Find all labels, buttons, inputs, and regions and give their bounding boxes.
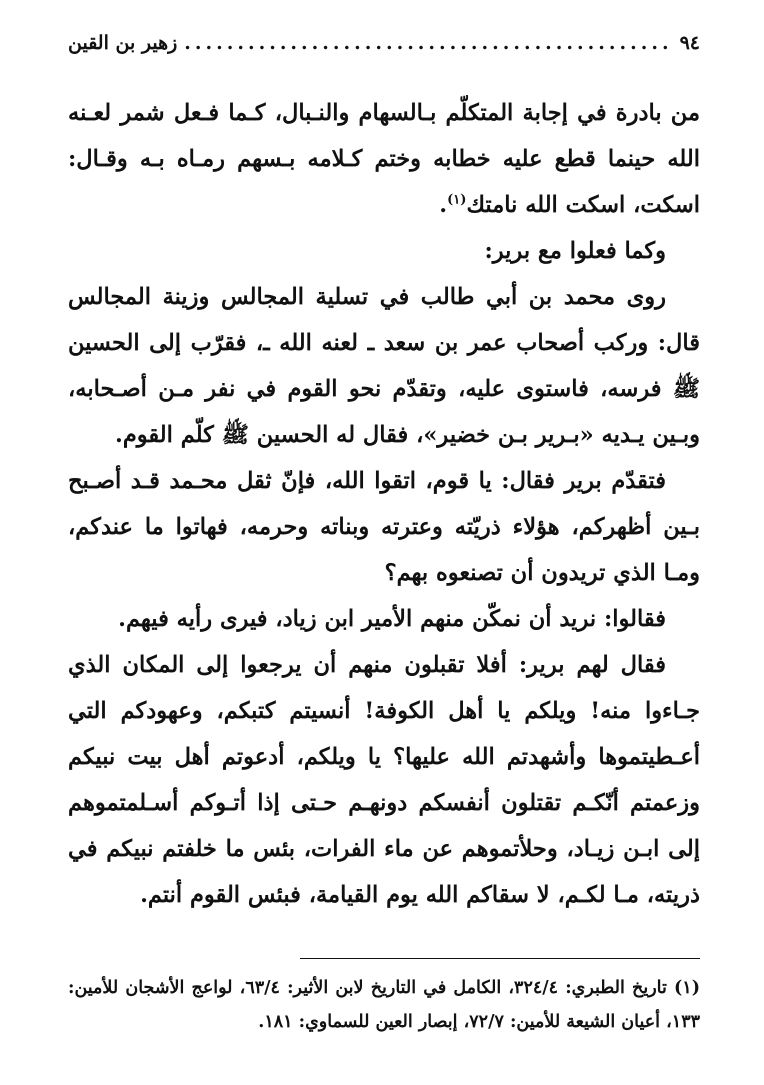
footnote-reference[interactable]: (١) — [447, 192, 467, 208]
paragraph-tail: . — [439, 192, 448, 218]
paragraph — [68, 90, 700, 228]
running-title: زهير بن القين — [68, 32, 178, 54]
paragraph: فتقدّم برير فقال: يا قوم، اتقوا الله، فإنّ ثقل محـمد قـد أصـبح بـين أظهركم، هؤلاء ذريّته وعترته وبناته وحرمه، فهاتوا ما عندكم، ومـا الذي تريدون أن تصنعوه بهم؟ — [68, 468, 701, 586]
paragraph: وكما فعلوا مع برير: — [484, 238, 666, 264]
footnotes — [68, 971, 700, 1039]
paragraph-text: من بادرة في إجابة المتكلّم بـالسهام والنـبال، كـما فـعل شمر لعـنه الله حينما قطع عليه خطابه وختم كـلامه بـسهم رمـاه بـه وقـال: اسكت، اسكت الله نامتك — [68, 100, 700, 218]
body-text — [68, 90, 700, 918]
page-header — [68, 26, 700, 60]
paragraph: فقالوا: نريد أن نمكّن منهم الأمير ابن زياد، فيرى رأيه فيهم. — [118, 606, 666, 632]
book-page — [68, 26, 700, 1039]
header-dots: .............................................. — [184, 32, 673, 54]
footnote-divider — [300, 958, 700, 959]
paragraph: روى محمد بن أبي طالب في تسلية المجالس وزينة المجالس قال: وركب أصحاب عمر بن سعد ـ لعنه الله ـ، فقرّب إلى الحسين ﷺ فرسه، فاستوى عليه، وتقدّم نحو القوم في نفر مـن أصـحابه، وبـين يـديه «بـرير بـن خضير»، فقال له الحسين ﷺ كلّم القوم. — [68, 284, 700, 448]
paragraph: فقال لهم برير: أفلا تقبلون منهم أن يرجعوا إلى المكان الذي جـاءوا منه! ويلكم يا أهل الكوفة! أنسيتم كتبكم، وعهودكم التي أعـطيتموها وأشهدتم الله عليها؟ يا ويلكم، أدعوتم أهل بيت نبيكم وزعمتم أنّكـم تقتلون أنفسكم دونهـم حـتى إذا أتـوكم أسـلمتموهم إلى ابـن زيـاد، وحلأتموهم عن ماء الفرات، بئس ما خلفتم نبيكم في ذريته، مـا لكـم، لا سقاكم الله يوم القيامة، فبئس القوم أنتم. — [68, 652, 700, 908]
page-number: ٩٤ — [679, 32, 700, 54]
footnote: (١) تاريخ الطبري: ٣٢٤/٤، الكامل في التاريخ لابن الأثير: ٦٣/٤، لواعج الأشجان للأمين: ١٣٣، أعيان الشيعة للأمين: ٧٢/٧، إبصار العين للسماوي: ١٨١. — [68, 978, 700, 1032]
